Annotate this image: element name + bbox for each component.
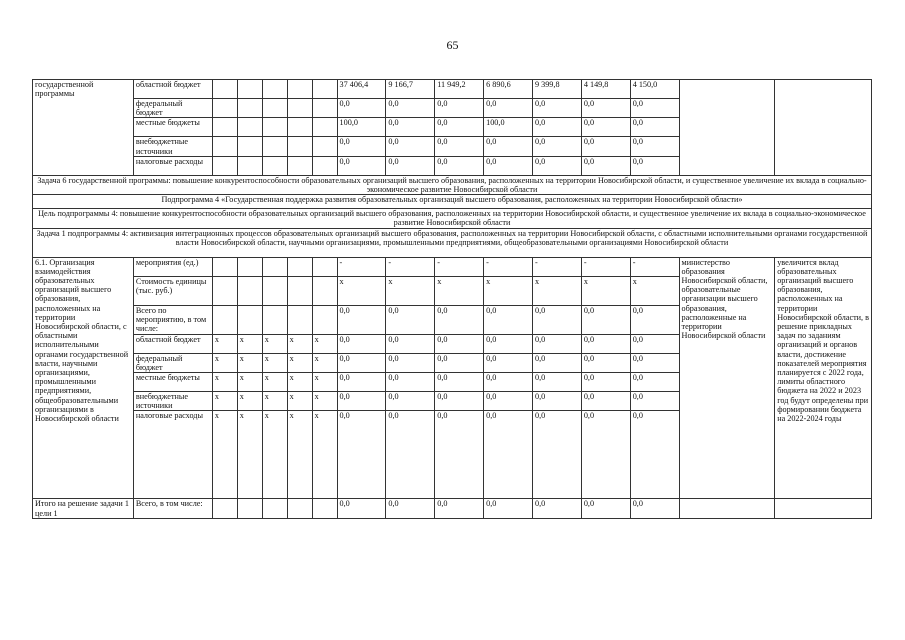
table-cell: 0,0: [337, 411, 386, 499]
table-cell: 0,0: [337, 334, 386, 353]
code-cell: [212, 305, 237, 334]
table-cell: 0,0: [337, 305, 386, 334]
table-cell: 0,0: [484, 411, 533, 499]
table-cell: 37 406,4: [337, 80, 386, 99]
code-cell: [312, 257, 337, 276]
code-cell: [212, 276, 237, 305]
table-cell: 0,0: [435, 156, 484, 175]
responsible-executor: министерство образования Новосибирской области, образовательные организации высшего образования, расположенные на территории Новосибирской области: [679, 257, 775, 499]
table-cell: x: [630, 276, 679, 305]
code-cell: x: [287, 373, 312, 392]
table-cell: 0,0: [484, 373, 533, 392]
expected-result: увеличится вклад образовательных организаций высшего образования, расположенных на территории Новосибирской области, в решение прикладных задач по заданиям организаций и органов власти, достижение показателей мероприятия планируется с 2022 года, лимиты областного бюджета на 2022 и 2023 год будут определены при формировании бюджета на 2022-2024 годы: [775, 257, 872, 499]
code-cell: [212, 257, 237, 276]
code-cell: x: [212, 411, 237, 499]
table-cell: x: [581, 276, 630, 305]
funding-source: областной бюджет: [133, 80, 212, 99]
funding-source: налоговые расходы: [133, 156, 212, 175]
table-cell: 0,0: [581, 305, 630, 334]
code-cell: x: [212, 353, 237, 372]
table-cell: 0,0: [386, 392, 435, 411]
code-cell: [312, 305, 337, 334]
table-cell: 0,0: [581, 499, 630, 518]
table-cell: 9 399,8: [532, 80, 581, 99]
subprogram-heading: Подпрограмма 4 «Государственная поддержка развития образовательных организаций высшего образования, расположенных на территории Новосибирской области»: [33, 195, 872, 209]
table-cell: -: [532, 257, 581, 276]
code-cell: x: [212, 392, 237, 411]
code-cell: x: [262, 411, 287, 499]
table-cell: x: [435, 276, 484, 305]
total-label: Итого на решение задачи 1 цели 1: [33, 499, 134, 518]
code-cell: x: [262, 353, 287, 372]
table-cell: 0,0: [630, 499, 679, 518]
table-cell: 0,0: [532, 156, 581, 175]
table-cell: 0,0: [337, 156, 386, 175]
page-number: 65: [446, 38, 459, 52]
table-cell: 0,0: [484, 305, 533, 334]
task-heading: Задача 1 подпрограммы 4: активизация интеграционных процессов образовательных организаций высшего образования, расположенных на территории Новосибирской области, с областными исполнительными органами государственной власти Новосибирской области, научными организациями, промышленными предприятиями, общеобразовательными организациями Новосибирской области: [33, 228, 872, 257]
table-cell: 0,0: [532, 118, 581, 137]
row-label: Стоимость единицы (тыс. руб.): [133, 276, 212, 305]
table-cell: 0,0: [630, 334, 679, 353]
code-cell: [237, 305, 262, 334]
table-cell: 0,0: [386, 99, 435, 118]
table-cell: 0,0: [484, 334, 533, 353]
table-cell: 0,0: [581, 373, 630, 392]
table-cell: 0,0: [532, 353, 581, 372]
table-cell: 0,0: [435, 118, 484, 137]
table-cell: -: [581, 257, 630, 276]
table-cell: 0,0: [532, 305, 581, 334]
table-cell: 0,0: [630, 156, 679, 175]
table-cell: 0,0: [386, 334, 435, 353]
table-cell: 0,0: [337, 499, 386, 518]
table-cell: 0,0: [386, 305, 435, 334]
table-cell: -: [630, 257, 679, 276]
table-cell: 0,0: [532, 499, 581, 518]
code-cell: x: [212, 334, 237, 353]
table-cell: 11 949,2: [435, 80, 484, 99]
funding-source: местные бюджеты: [133, 118, 212, 137]
task-heading: Задача 6 государственной программы: повышение конкурентоспособности образовательных организаций высшего образования, расположенных на территории Новосибирской области, и существенное увеличение их вклада в социально-экономическое развитие Новосибирской области: [33, 175, 872, 194]
table-cell: -: [484, 257, 533, 276]
code-cell: x: [287, 411, 312, 499]
code-cell: x: [237, 353, 262, 372]
table-cell: 0,0: [532, 411, 581, 499]
code-cell: [287, 276, 312, 305]
table-cell: 0,0: [630, 137, 679, 156]
code-cell: [262, 305, 287, 334]
code-cell: x: [212, 373, 237, 392]
table-cell: 0,0: [337, 353, 386, 372]
row-label: налоговые расходы: [133, 411, 212, 499]
table-cell: 0,0: [581, 137, 630, 156]
table-cell: 0,0: [386, 411, 435, 499]
code-cell: x: [312, 353, 337, 372]
table-cell: 0,0: [484, 353, 533, 372]
code-cell: x: [262, 392, 287, 411]
table-cell: 4 149,8: [581, 80, 630, 99]
table-cell: 0,0: [435, 373, 484, 392]
table-cell: 0,0: [581, 411, 630, 499]
table-cell: 0,0: [532, 392, 581, 411]
table-cell: 0,0: [337, 99, 386, 118]
table-cell: 0,0: [484, 156, 533, 175]
code-cell: x: [312, 334, 337, 353]
table-cell: 0,0: [484, 392, 533, 411]
row-label: федеральный бюджет: [133, 353, 212, 372]
code-cell: x: [312, 392, 337, 411]
table-cell: x: [337, 276, 386, 305]
row-label: Всего, в том числе:: [133, 499, 212, 518]
table-cell: 0,0: [435, 137, 484, 156]
table-cell: 0,0: [630, 411, 679, 499]
row-label: государственной программы: [33, 80, 134, 176]
row-label: областной бюджет: [133, 334, 212, 353]
code-cell: x: [287, 334, 312, 353]
table-cell: 0,0: [435, 99, 484, 118]
row-label: Всего по мероприятию, в том числе:: [133, 305, 212, 334]
table-cell: 0,0: [435, 353, 484, 372]
row-label: местные бюджеты: [133, 373, 212, 392]
table-cell: 6 890,6: [484, 80, 533, 99]
table-cell: 0,0: [581, 353, 630, 372]
table-cell: 0,0: [581, 156, 630, 175]
table-cell: 0,0: [630, 392, 679, 411]
table-cell: 0,0: [386, 118, 435, 137]
code-cell: [287, 257, 312, 276]
table-cell: 0,0: [435, 305, 484, 334]
table-cell: 0,0: [581, 392, 630, 411]
table-cell: 0,0: [630, 353, 679, 372]
table-cell: x: [532, 276, 581, 305]
funding-source: внебюджетные источники: [133, 137, 212, 156]
code-cell: x: [237, 373, 262, 392]
code-cell: x: [312, 373, 337, 392]
table-cell: 0,0: [484, 137, 533, 156]
table-cell: 0,0: [337, 137, 386, 156]
program-table: [32, 79, 872, 519]
row-label: внебюджетные источники: [133, 392, 212, 411]
code-cell: x: [237, 392, 262, 411]
table-cell: 0,0: [386, 156, 435, 175]
table-cell: -: [337, 257, 386, 276]
code-cell: [262, 276, 287, 305]
code-cell: [287, 305, 312, 334]
table-cell: 0,0: [484, 499, 533, 518]
code-cell: x: [237, 334, 262, 353]
code-cell: [312, 276, 337, 305]
table-cell: 0,0: [386, 137, 435, 156]
table-cell: -: [435, 257, 484, 276]
table-cell: 0,0: [532, 373, 581, 392]
table-cell: 0,0: [532, 99, 581, 118]
code-cell: [237, 276, 262, 305]
table-cell: 0,0: [581, 334, 630, 353]
table-cell: 0,0: [630, 373, 679, 392]
table-cell: 4 150,0: [630, 80, 679, 99]
code-cell: x: [262, 334, 287, 353]
code-cell: x: [262, 373, 287, 392]
table-cell: 0,0: [435, 411, 484, 499]
table-cell: 0,0: [484, 99, 533, 118]
table-cell: 0,0: [435, 392, 484, 411]
code-cell: x: [312, 411, 337, 499]
goal-heading: Цель подпрограммы 4: повышение конкурентоспособности образовательных организаций высшего образования, расположенных на территории Новосибирской области, и существенное увеличение их вклада в социально-экономическое развитие Новосибирской области: [33, 209, 872, 228]
code-cell: x: [287, 392, 312, 411]
table-cell: 0,0: [337, 373, 386, 392]
code-cell: [237, 257, 262, 276]
table-cell: 0,0: [532, 334, 581, 353]
table-cell: 0,0: [386, 373, 435, 392]
table-cell: 100,0: [484, 118, 533, 137]
table-cell: -: [386, 257, 435, 276]
table-cell: 0,0: [581, 99, 630, 118]
code-cell: x: [237, 411, 262, 499]
activity-name: 6.1. Организация взаимодействия образовательных организаций высшего образования, расположенных на территории Новосибирской области, с областными исполнительными органами государственной власти, научными организациями, промышленными предприятиями, общеобразовательными организациями в Новосибирской области: [33, 257, 134, 499]
code-cell: x: [287, 353, 312, 372]
code-cell: [262, 257, 287, 276]
table-row: [33, 80, 872, 99]
table-cell: 0,0: [337, 392, 386, 411]
table-cell: x: [386, 276, 435, 305]
table-cell: 0,0: [532, 137, 581, 156]
table-cell: 9 166,7: [386, 80, 435, 99]
funding-source: федеральный бюджет: [133, 99, 212, 118]
table-cell: x: [484, 276, 533, 305]
table-cell: 100,0: [337, 118, 386, 137]
table-cell: 0,0: [386, 353, 435, 372]
table-cell: 0,0: [386, 499, 435, 518]
row-label: мероприятия (ед.): [133, 257, 212, 276]
table-cell: 0,0: [630, 118, 679, 137]
table-cell: 0,0: [630, 305, 679, 334]
total-row: [33, 499, 872, 518]
table-cell: 0,0: [581, 118, 630, 137]
table-cell: 0,0: [435, 334, 484, 353]
table-cell: 0,0: [630, 99, 679, 118]
table-cell: 0,0: [435, 499, 484, 518]
table-row: [33, 257, 872, 276]
